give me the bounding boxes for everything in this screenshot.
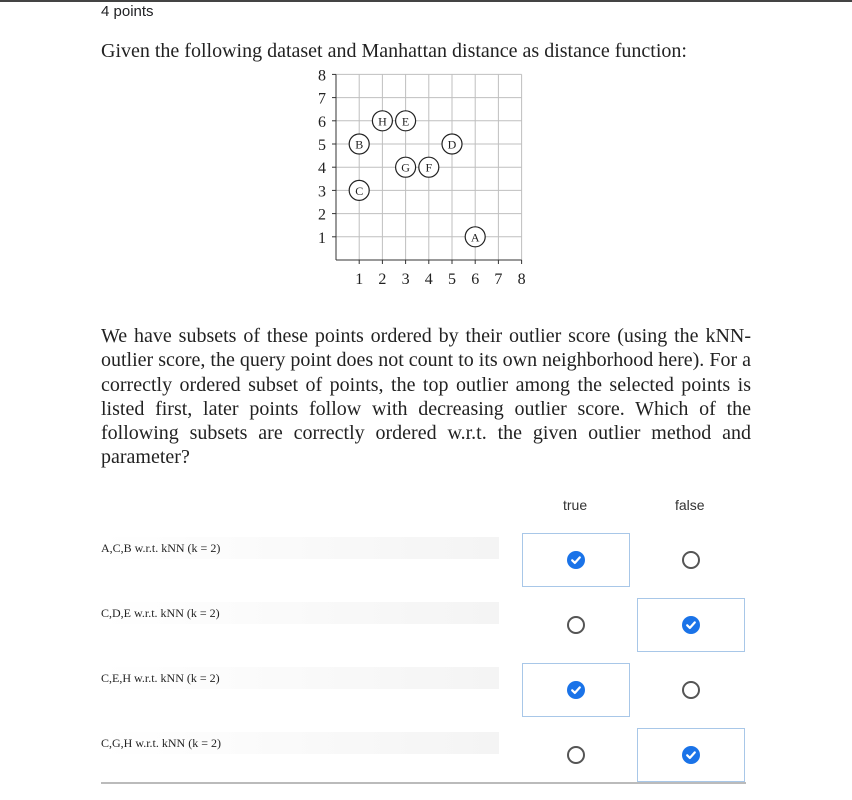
points-label: 4 points (101, 3, 154, 20)
option-1-true-cell[interactable] (522, 533, 630, 587)
x-tick-label: 3 (401, 271, 410, 288)
option-3-true-cell[interactable] (522, 663, 630, 717)
option-1-false-cell[interactable] (637, 533, 745, 587)
x-tick-label: 7 (494, 271, 503, 288)
y-tick-label: 2 (318, 206, 326, 224)
option-3-false-cell[interactable] (637, 663, 745, 717)
point-label-a: A (470, 230, 480, 245)
false-column-header: false (675, 497, 705, 513)
radio-unchecked-icon[interactable] (567, 746, 585, 764)
point-label-c: C (355, 183, 364, 198)
bottom-divider (101, 782, 746, 784)
option-label: C,G,H w.r.t. kNN (k = 2) (101, 732, 499, 754)
point-label-b: B (355, 137, 364, 152)
y-tick-label: 7 (318, 90, 326, 108)
point-label-h: H (378, 114, 387, 129)
radio-checked-icon[interactable] (682, 616, 700, 634)
option-4-true-cell[interactable] (522, 728, 630, 782)
dataset-grid-plot (300, 67, 540, 298)
x-tick-label: 4 (424, 271, 433, 288)
option-label: C,E,H w.r.t. kNN (k = 2) (101, 667, 499, 689)
x-tick-label: 2 (378, 271, 387, 288)
y-tick-label: 8 (318, 67, 326, 85)
radio-checked-icon[interactable] (567, 681, 585, 699)
y-tick-label: 1 (318, 229, 326, 247)
question-text: We have subsets of these points ordered by their outlier score (using the kNN-outlier score, the query point does not count to its own neighborhood here). For a correctly ordered subset of points, the top outlier among the selected points is listed first, later points follow with decreasing outlier score. Which of the following subsets are correctly ordered w.r.t. the given outlier method and parameter? (101, 325, 751, 469)
y-tick-label: 3 (318, 183, 326, 201)
radio-unchecked-icon[interactable] (567, 616, 585, 634)
top-divider (0, 0, 852, 2)
radio-checked-icon[interactable] (567, 551, 585, 569)
option-2-false-cell[interactable] (637, 598, 745, 652)
radio-unchecked-icon[interactable] (682, 551, 700, 569)
y-tick-label: 4 (318, 160, 326, 178)
point-label-f: F (425, 160, 433, 175)
intro-text: Given the following dataset and Manhattan distance as distance function: (101, 40, 687, 62)
option-2-true-cell[interactable] (522, 598, 630, 652)
x-tick-label: 5 (448, 271, 456, 288)
radio-checked-icon[interactable] (682, 746, 700, 764)
point-label-e: E (401, 114, 410, 129)
y-tick-label: 5 (318, 137, 326, 154)
x-tick-label: 1 (355, 271, 364, 288)
option-label: A,C,B w.r.t. kNN (k = 2) (101, 537, 499, 559)
true-column-header: true (563, 497, 588, 513)
x-tick-label: 6 (471, 271, 480, 288)
y-tick-label: 6 (318, 113, 326, 131)
point-label-d: D (447, 137, 457, 152)
option-label: C,D,E w.r.t. kNN (k = 2) (101, 602, 499, 624)
option-4-false-cell[interactable] (637, 728, 745, 782)
point-label-g: G (401, 160, 410, 175)
radio-unchecked-icon[interactable] (682, 681, 700, 699)
x-tick-label: 8 (517, 271, 526, 288)
